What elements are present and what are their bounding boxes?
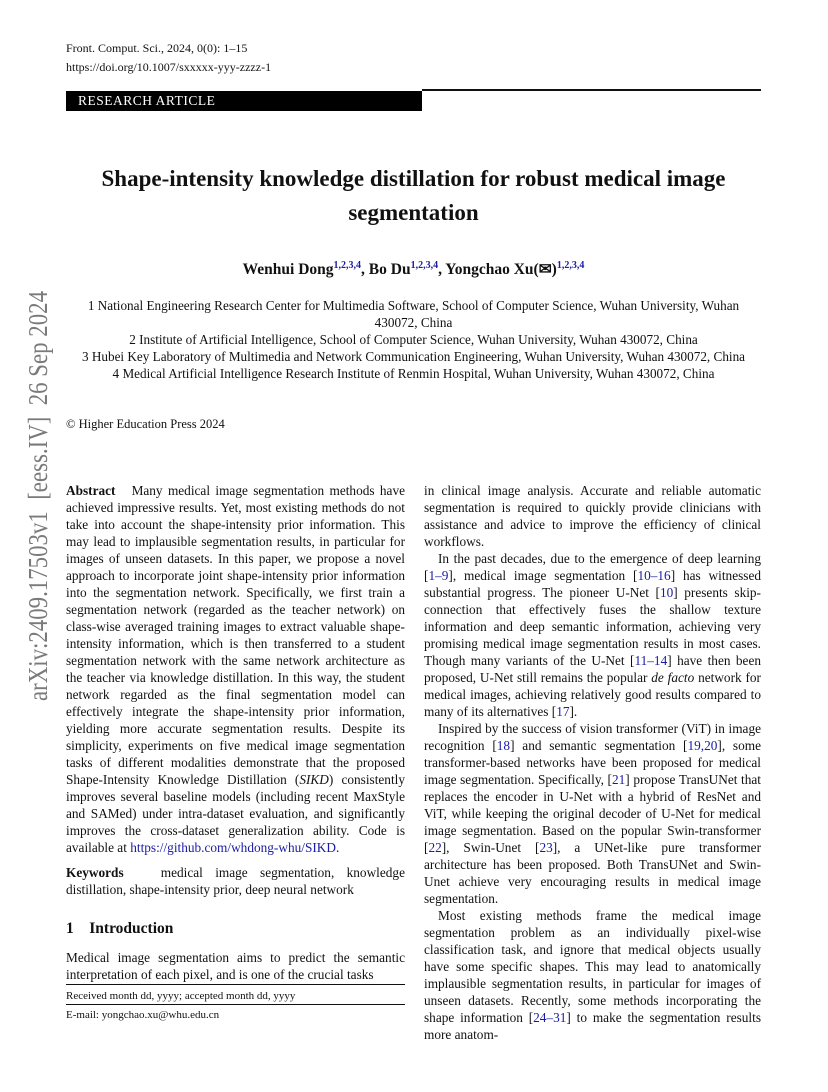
citation-link[interactable]: 23 [539, 840, 553, 855]
intro-paragraph-4 [424, 907, 761, 1043]
abstract-text: Many medical image segmentation methods have achieved impressive results. Yet, most existing methods do not take into account the shape-intensity prior information. This may lead to implausible segmentation results, in particular for images of unseen datasets. In this paper, we propose a novel approach to incorporate joint shape-intensity prior information into the segmentation network. Specifically, we first train a segmentation network (regarded as the teacher network) on class-wise averaged training images to extract valuable shape-intensity information, which is then transferred to a student segmentation network with the same network architecture as the teacher via knowledge distillation. In this way, the student network regarded as the final segmentation model can effectively integrate the shape-intensity prior information, yielding more accurate segmentation results. Despite its simplicity, experiments on five medical image segmentation tasks of different modalities demonstrate that the proposed Shape-Intensity Knowledge Distillation ( [66, 483, 405, 787]
citation-link[interactable]: 11–14 [634, 653, 668, 668]
abstract-label: Abstract [66, 483, 116, 498]
author-separator: , [438, 261, 446, 279]
keywords [66, 864, 405, 898]
citation-link[interactable]: 19,20 [687, 738, 718, 753]
text: ] to make the segmentation results more anatom- [424, 1010, 761, 1042]
author-affiliation-marks[interactable]: 1,2,3,4 [410, 260, 439, 271]
text: Inspired by the success of vision transformer (ViT) in image recognition [ [424, 721, 761, 753]
text: In the past decades, due to the emergence of deep learning [ [424, 551, 761, 583]
citation-link[interactable]: 17 [556, 704, 570, 719]
author-name: Wenhui Dong [242, 261, 334, 279]
footnote-rule-top [66, 984, 405, 985]
section-heading-introduction [66, 920, 405, 937]
arxiv-id-text: arXiv:2409.17503v1 [eess.IV] 26 Sep 2024 [22, 287, 53, 701]
section-title: Introduction [89, 920, 174, 937]
text: ], some transformer-based networks have been proposed for medical image segmentation. Specifically, [ [424, 738, 762, 787]
citation-link[interactable]: 24–31 [533, 1010, 567, 1025]
text: ] has witnessed substantial progress. The pioneer U-Net [ [424, 568, 761, 600]
citation-link[interactable]: 10 [659, 585, 674, 600]
arxiv-sidebar [18, 287, 54, 707]
text: Most existing methods frame the medical image segmentation problem as an individually pixel-wise classification task, and ignore that medical objects usually have some specific shapes. This may lead to anatomically implausible segmentation results, in particular for images of unseen datasets. Recently, some methods incorporating the shape information [ [424, 908, 761, 1025]
article-type-label: RESEARCH ARTICLE [78, 93, 216, 108]
text: ]. [569, 704, 578, 719]
text: ], Swin-Unet [ [441, 840, 540, 855]
author-affiliation-marks[interactable]: 1,2,3,4 [333, 260, 362, 271]
text: ] and semantic segmentation [ [510, 738, 688, 753]
journal-line: Front. Comput. Sci., 2024, 0(0): 1–15 [66, 41, 248, 55]
sikd-acronym: SIKD [299, 772, 329, 787]
affiliation-2: 2 Institute of Artificial Intelligence, School of Computer Science, Wuhan University, Wuhan 430072, China [129, 332, 698, 347]
left-column [66, 482, 405, 983]
title-line-1: Shape-intensity knowledge distillation for robust medical image [101, 166, 726, 191]
emphasis: de facto [651, 670, 695, 685]
right-column [424, 482, 761, 1043]
intro-paragraph-1: in clinical image analysis. Accurate and reliable automatic segmentation is required to quickly provide clinicians with assistance and advice to improve the efficiency of clinical workflows. [424, 483, 761, 549]
text: ], a UNet-like pure transformer architecture has been proposed. Both TransUNet and Swin-Unet achieve very encouraging results in medical image segmentation. [424, 840, 761, 906]
citation-link[interactable]: 22 [428, 840, 442, 855]
abstract-end: . [335, 840, 340, 855]
author-list [66, 260, 761, 279]
text: network for medical images, achieving relatively good results compared to many of its alternatives [ [424, 670, 761, 719]
intro-paragraph-3 [424, 720, 761, 907]
text: ] have then been proposed, U-Net still remains the popular [424, 653, 762, 685]
citation-link[interactable]: 10–16 [637, 568, 671, 583]
received-note: Received month dd, yyyy; accepted month dd, yyyy [66, 990, 296, 1002]
affiliation-3: 3 Hubei Key Laboratory of Multimedia and Network Communication Engineering, Wuhan University, Wuhan 430072, China [81, 349, 746, 364]
section-number: 1 [66, 920, 74, 937]
keywords-text: medical image segmentation, knowledge distillation, shape-intensity prior, deep neural network [66, 865, 405, 897]
author-separator: , [361, 261, 369, 279]
citation-link[interactable]: 1–9 [428, 568, 449, 583]
text: ] propose TransUNet that replaces the encoder in U-Net with a hybrid of ResNet and ViT, while keeping the original decoder of U-Net for medical image segmentation. Based on the popular Swin-transformer [ [424, 772, 761, 855]
header-rule [422, 89, 761, 91]
abstract [66, 482, 405, 856]
text: ] presents skip-connection that effectively fuses the shallow texture information and deep semantic information, achieving very promising medical image segmentation results in most cases. Though many variants of the U-Net [ [424, 585, 761, 668]
abstract-text-cont: ) consistently improves several baseline models (including recent MaxStyle and SAMed) under intra-dataset evaluation, and significantly improves the cross-dataset generalization ability. Code is available at [66, 772, 405, 855]
affiliation-4: 4 Medical Artificial Intelligence Research Institute of Renmin Hospital, Wuhan University, Wuhan 430072, China [112, 366, 715, 381]
citation-link[interactable]: 18 [496, 738, 511, 753]
intro-paragraph-start: Medical image segmentation aims to predict the semantic interpretation of each pixel, and is one of the crucial tasks [66, 950, 405, 982]
email-note: E-mail: yongchao.xu@whu.edu.cn [66, 1009, 220, 1021]
affiliation-1-line-1: 1 National Engineering Research Center for Multimedia Software, School of Computer Science, Wuhan University, Wuhan [87, 298, 740, 313]
text: ], medical image segmentation [ [448, 568, 638, 583]
title-line-2: segmentation [348, 200, 479, 225]
copyright-notice: © Higher Education Press 2024 [66, 417, 225, 431]
article-type-banner [66, 91, 422, 111]
keywords-label: Keywords [66, 865, 124, 880]
doi-line[interactable]: https://doi.org/10.1007/sxxxxx-yyy-zzzz-1 [66, 60, 272, 74]
affiliation-1-line-2: 430072, China [374, 315, 453, 330]
code-link[interactable]: https://github.com/whdong-whu/SIKD [130, 840, 336, 855]
footnote-rule-bottom [66, 1004, 405, 1005]
author-name: Bo Du [368, 261, 411, 279]
paper-title [66, 162, 761, 230]
author-name: Yongchao Xu(✉) [445, 261, 557, 279]
citation-link[interactable]: 21 [611, 772, 626, 787]
intro-paragraph-2 [424, 550, 761, 720]
author-affiliation-marks[interactable]: 1,2,3,4 [556, 260, 585, 271]
